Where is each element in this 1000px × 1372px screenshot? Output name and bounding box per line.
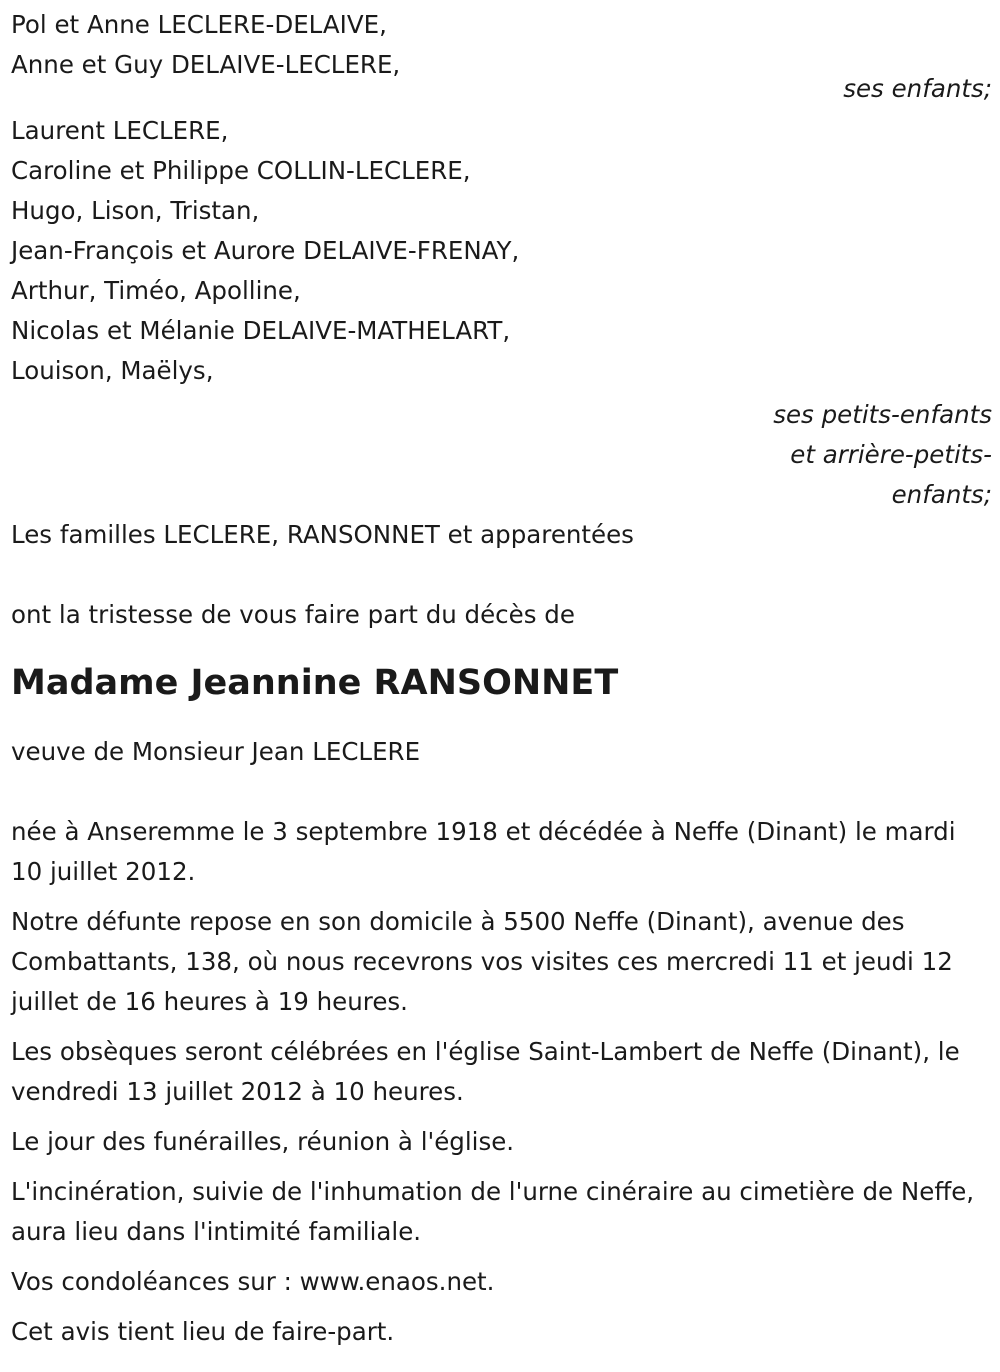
deceased-name: Madame Jeannine RANSONNET [11, 663, 619, 703]
paragraph-notice: Cet avis tient lieu de faire-part. [11, 1317, 395, 1346]
families-line: Les familles LECLERE, RANSONNET et apparentées [11, 520, 634, 549]
family-line: Anne et Guy DELAIVE-LECLERE, [11, 50, 401, 79]
grandchildren-section [11, 111, 992, 515]
family-line: Pol et Anne LECLERE-DELAIVE, [11, 10, 387, 39]
paragraph-visits: Notre défunte repose en son domicile à 5500 Neffe (Dinant), avenue des Combattants, 138, où nous recevrons vos visites ces mercredi 11 et jeudi 12 juillet de 16 heures à 19 heures. [11, 907, 953, 1016]
paragraph-cremation: L'incinération, suivie de l'inhumation de l'urne cinéraire au cimetière de Neffe, aura lieu dans l'intimité familiale. [11, 1177, 975, 1246]
family-line: Jean-François et Aurore DELAIVE-FRENAY, [11, 236, 520, 265]
family-line: Laurent LECLERE, [11, 116, 229, 145]
details-section [11, 812, 992, 1352]
family-line: Arthur, Timéo, Apolline, [11, 276, 301, 305]
relation-label: enfants; [891, 480, 992, 509]
relation-label: ses enfants; [843, 74, 992, 103]
paragraph-birth-death: née à Anseremme le 3 septembre 1918 et décédée à Neffe (Dinant) le mardi 10 juillet 2012. [11, 817, 956, 886]
paragraph-condolences: Vos condoléances sur : www.enaos.net. [11, 1267, 495, 1296]
death-notice [11, 5, 992, 1362]
family-line: Louison, Maëlys, [11, 356, 214, 385]
family-line: Nicolas et Mélanie DELAIVE-MATHELART, [11, 316, 511, 345]
family-line: Hugo, Lison, Tristan, [11, 196, 260, 225]
relation-label: et arrière-petits- [790, 440, 992, 469]
relation-label: ses petits-enfants [773, 400, 992, 429]
children-section [11, 5, 992, 109]
announcement-line: ont la tristesse de vous faire part du décès de [11, 600, 575, 629]
paragraph-funeral: Les obsèques seront célébrées en l'église Saint-Lambert de Neffe (Dinant), le vendredi 13 juillet 2012 à 10 heures. [11, 1037, 960, 1106]
paragraph-meeting: Le jour des funérailles, réunion à l'église. [11, 1127, 515, 1156]
widow-line: veuve de Monsieur Jean LECLERE [11, 737, 421, 766]
family-line: Caroline et Philippe COLLIN-LECLERE, [11, 156, 471, 185]
